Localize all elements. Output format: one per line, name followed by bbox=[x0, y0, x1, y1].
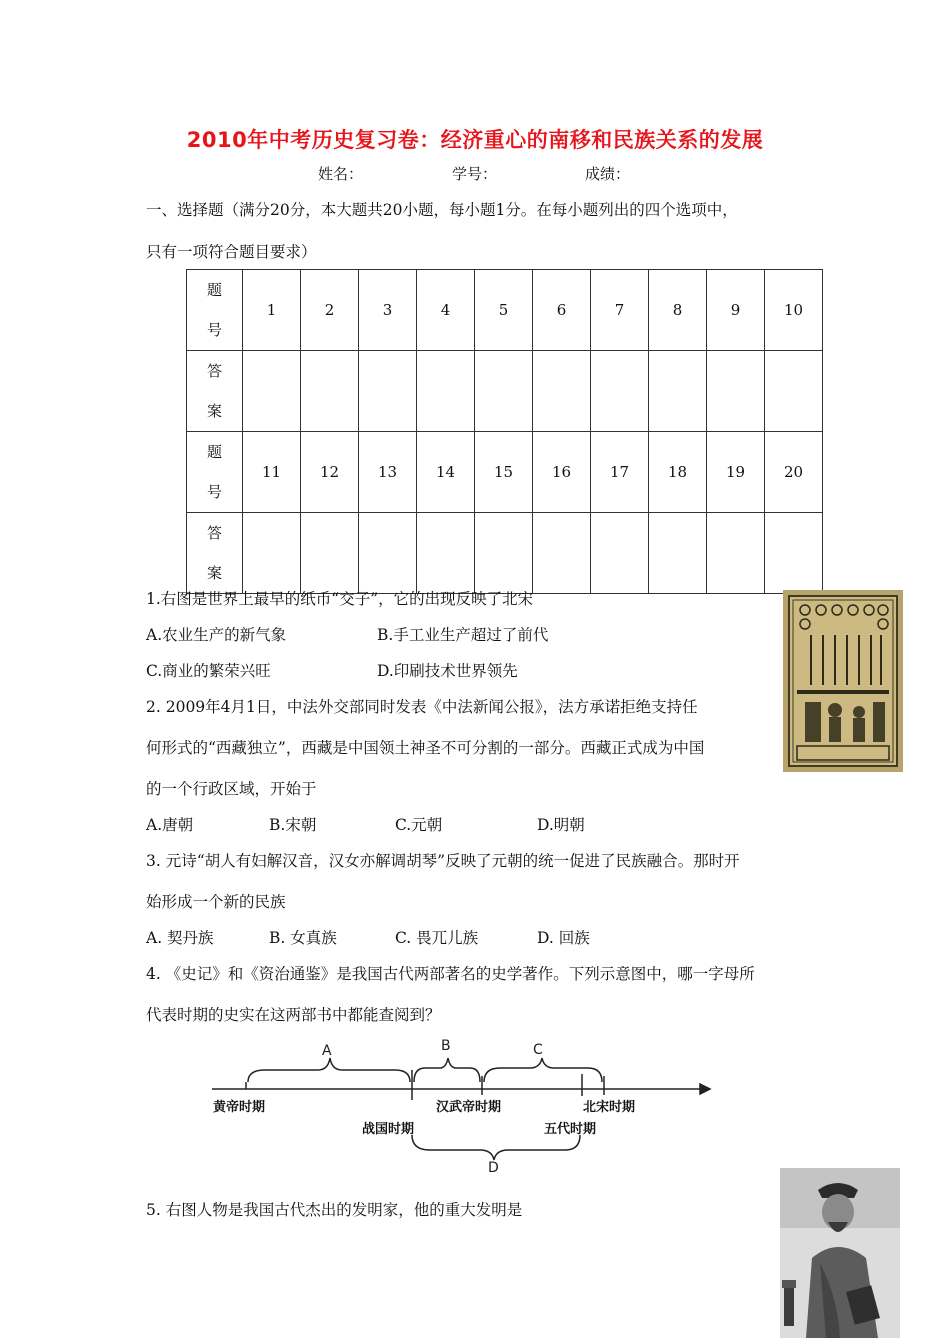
letter-a: A bbox=[322, 1043, 332, 1059]
question-number-cell: 6 bbox=[533, 270, 591, 351]
question-number-cell: 3 bbox=[359, 270, 417, 351]
question-number-cell: 7 bbox=[591, 270, 649, 351]
question-number-cell: 20 bbox=[765, 432, 823, 513]
q5-stem: 5. 右图人物是我国古代杰出的发明家，他的重大发明是 bbox=[146, 1201, 523, 1219]
question-number-cell: 9 bbox=[707, 270, 765, 351]
bracket-a bbox=[248, 1058, 410, 1082]
question-number-cell: 4 bbox=[417, 270, 475, 351]
label-wudai: 五代时期 bbox=[544, 1122, 597, 1137]
q4-stem-line1: 4. 《史记》和《资治通鉴》是我国古代两部著名的史学著作。下列示意图中，哪一字母所 bbox=[146, 965, 755, 983]
question-number-cell: 19 bbox=[707, 432, 765, 513]
q3-option-d: D. 回族 bbox=[537, 929, 590, 947]
question-number-label: 题 号 bbox=[187, 432, 243, 513]
letter-b: B bbox=[441, 1038, 451, 1054]
question-number-cell: 18 bbox=[649, 432, 707, 513]
bracket-c bbox=[484, 1058, 602, 1082]
q2-option-a: A.唐朝 bbox=[146, 816, 194, 834]
q1-option-a: A.农业生产的新气象 bbox=[146, 626, 287, 644]
q3-stem-line2: 始形成一个新的民族 bbox=[146, 893, 286, 911]
page-title: 2010年中考历史复习卷：经济重心的南移和民族关系的发展 bbox=[186, 128, 764, 152]
label-zhanguo: 战国时期 bbox=[362, 1122, 415, 1137]
question-number-cell: 10 bbox=[765, 270, 823, 351]
section1-instructions-cont: 只有一项符合题目要求） bbox=[146, 243, 317, 261]
question-number-cell: 12 bbox=[301, 432, 359, 513]
q3-option-c: C. 畏兀儿族 bbox=[395, 929, 479, 947]
q2-option-c: C.元朝 bbox=[395, 816, 443, 834]
label-hanwudi: 汉武帝时期 bbox=[436, 1100, 502, 1115]
question-number-cell: 16 bbox=[533, 432, 591, 513]
letter-c: C bbox=[533, 1042, 543, 1058]
letter-d: D bbox=[488, 1160, 499, 1176]
student-id-label: 学号： bbox=[452, 165, 498, 183]
timeline-arrow bbox=[700, 1084, 710, 1094]
question-number-cell: 13 bbox=[359, 432, 417, 513]
q1-stem: 1.右图是世界上最早的纸币“交子”，它的出现反映了北宋 bbox=[146, 590, 534, 608]
label-huangdi: 黄帝时期 bbox=[213, 1100, 266, 1115]
question-number-cell: 15 bbox=[475, 432, 533, 513]
question-number-cell: 17 bbox=[591, 432, 649, 513]
q3-stem-line1: 3. 元诗“胡人有妇解汉音，汉女亦解调胡琴”反映了元朝的统一促进了民族融合。那时开 bbox=[146, 852, 740, 870]
question-number-label: 题 号 bbox=[187, 270, 243, 351]
q2-stem-line2: 何形式的“西藏独立”，西藏是中国领土神圣不可分割的一部分。西藏正式成为中国 bbox=[146, 739, 705, 757]
score-label: 成绩： bbox=[585, 165, 631, 183]
question-number-cell: 1 bbox=[243, 270, 301, 351]
q2-stem-line1: 2. 2009年4月1日，中法外交部同时发表《中法新闻公报》，法方承诺拒绝支持任 bbox=[146, 698, 698, 716]
section1-instructions: 一、选择题（满分20分，本大题共20小题，每小题1分。在每小题列出的四个选项中， bbox=[146, 201, 738, 219]
bracket-d bbox=[412, 1135, 580, 1160]
question-number-cell: 2 bbox=[301, 270, 359, 351]
q3-option-b: B. 女真族 bbox=[269, 929, 337, 947]
name-label: 姓名： bbox=[318, 165, 364, 183]
inventor-statue-image bbox=[780, 1168, 900, 1338]
q1-option-d: D.印刷技术世界领先 bbox=[377, 662, 518, 680]
q1-option-b: B.手工业生产超过了前代 bbox=[377, 626, 549, 644]
answer-label: 答 案 bbox=[187, 351, 243, 432]
label-beisong: 北宋时期 bbox=[583, 1100, 636, 1115]
q2-stem-line3: 的一个行政区域，开始于 bbox=[146, 780, 317, 798]
question-number-cell: 11 bbox=[243, 432, 301, 513]
question-number-cell: 5 bbox=[475, 270, 533, 351]
question-number-cell: 14 bbox=[417, 432, 475, 513]
bracket-b bbox=[414, 1058, 480, 1082]
q4-stem-line2: 代表时期的史实在这两部书中都能查阅到？ bbox=[146, 1006, 441, 1024]
q3-option-a: A. 契丹族 bbox=[146, 929, 214, 947]
q1-option-c: C.商业的繁荣兴旺 bbox=[146, 662, 271, 680]
answer-label: 答 案 bbox=[187, 513, 243, 594]
question-number-cell: 8 bbox=[649, 270, 707, 351]
q2-option-b: B.宋朝 bbox=[269, 816, 317, 834]
q2-option-d: D.明朝 bbox=[537, 816, 585, 834]
